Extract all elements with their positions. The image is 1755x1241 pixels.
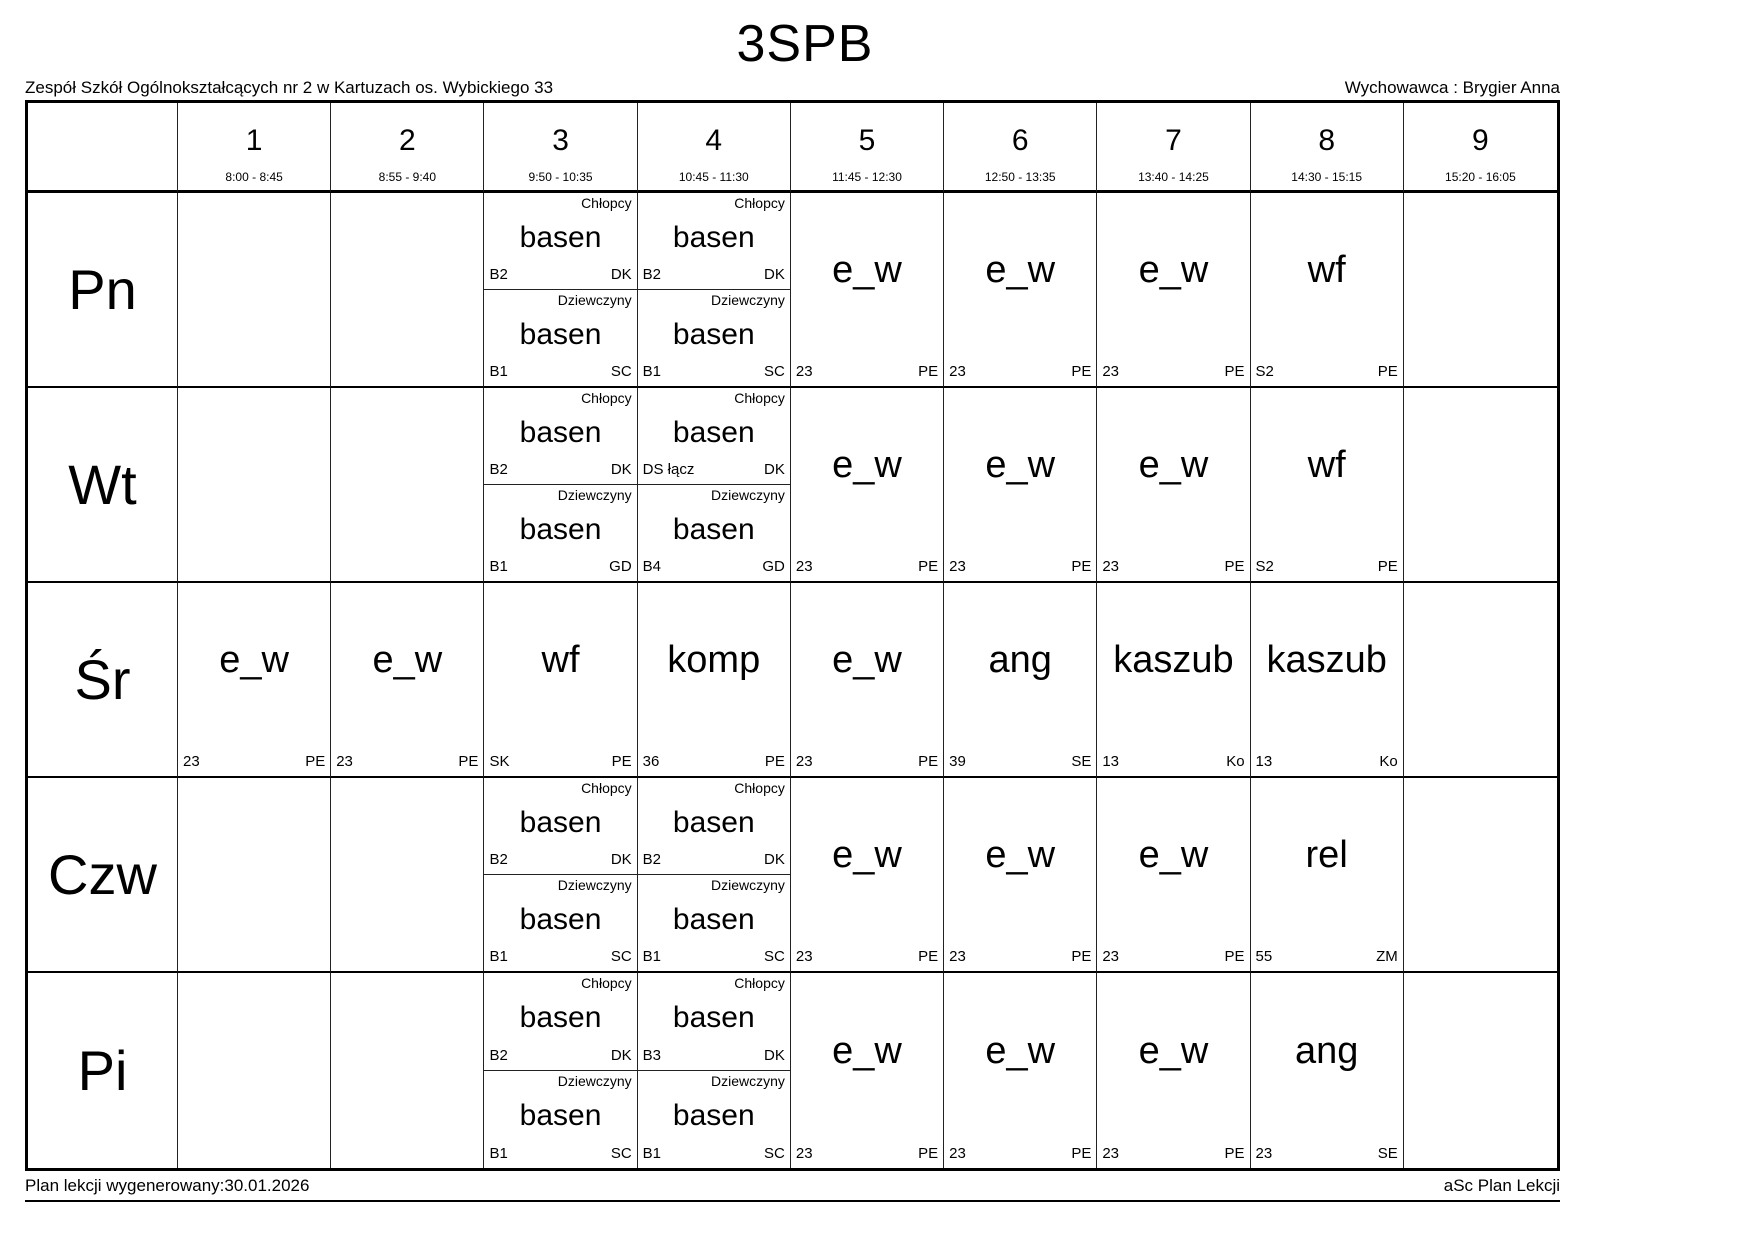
- lesson-room: 23: [1102, 1145, 1120, 1163]
- lesson-cell: [944, 973, 1097, 1168]
- lesson-cell: [1097, 388, 1250, 583]
- lesson-teacher: PE: [1377, 558, 1398, 576]
- lesson-codes: [1251, 948, 1403, 971]
- group-label: Chłopcy: [734, 195, 785, 211]
- lesson-codes: [1251, 1145, 1403, 1168]
- lesson-subject: basen: [519, 415, 602, 449]
- lesson-subject: e_w: [1138, 248, 1209, 291]
- group-label: Dziewczyny: [710, 1073, 785, 1089]
- lesson-codes: [791, 753, 943, 776]
- lesson-subject: basen: [672, 805, 755, 839]
- lesson-room: 23: [795, 753, 813, 771]
- lesson-teacher: PE: [918, 753, 939, 771]
- lesson-codes: [484, 753, 636, 776]
- lesson-codes: [1097, 753, 1249, 776]
- lesson-group-top: [484, 388, 636, 485]
- lesson-subject: basen: [672, 1001, 755, 1035]
- lesson-subject: e_w: [1138, 833, 1209, 876]
- timetable-grid: [25, 100, 1560, 1171]
- lesson-subject: wf: [1307, 443, 1346, 486]
- lesson-room: B1: [642, 363, 662, 381]
- empty-cell: [178, 778, 331, 973]
- lesson-cell: [1251, 583, 1404, 778]
- lesson-teacher: PE: [1071, 1145, 1092, 1163]
- lesson-group-top: [638, 388, 790, 485]
- lesson-room: 23: [795, 948, 813, 966]
- lesson-cell-split: [638, 388, 791, 583]
- lesson-teacher: DK: [764, 461, 785, 479]
- lesson-codes: [638, 558, 790, 581]
- lesson-subject: e_w: [985, 443, 1056, 486]
- lesson-subject: e_w: [985, 248, 1056, 291]
- lesson-codes: [1097, 948, 1249, 971]
- lesson-codes: [1097, 1145, 1249, 1168]
- lesson-teacher: PE: [918, 1145, 939, 1163]
- lesson-group-bottom: [484, 485, 636, 581]
- lesson-teacher: PE: [458, 753, 479, 771]
- lesson-cell: [1097, 973, 1250, 1168]
- empty-cell: [331, 388, 484, 583]
- lesson-cell-split: [638, 193, 791, 388]
- lesson-room: S2: [1255, 558, 1274, 576]
- lesson-teacher: GD: [609, 558, 632, 576]
- lesson-cell: [1097, 778, 1250, 973]
- lesson-group-bottom: [484, 1071, 636, 1168]
- lesson-codes: [638, 363, 790, 386]
- lesson-codes: [484, 948, 636, 971]
- lesson-room: 23: [949, 558, 966, 576]
- lesson-room: 23: [1102, 558, 1120, 576]
- page-title: 3SPB: [736, 15, 874, 73]
- lesson-room: B3: [642, 1047, 662, 1065]
- lesson-room: 23: [1102, 948, 1120, 966]
- lesson-teacher: PE: [1071, 363, 1092, 381]
- period-header: [331, 103, 484, 193]
- group-label: Dziewczyny: [557, 487, 632, 503]
- lesson-cell: [944, 388, 1097, 583]
- period-header: [1097, 103, 1250, 193]
- lesson-codes: [484, 363, 636, 386]
- lesson-subject: basen: [672, 512, 755, 546]
- lesson-cell: [791, 388, 944, 583]
- lesson-group-bottom: [638, 875, 790, 971]
- lesson-group-top: [638, 778, 790, 875]
- lesson-teacher: GD: [762, 558, 785, 576]
- lesson-cell-split: [484, 193, 637, 388]
- lesson-teacher: DK: [610, 1047, 632, 1065]
- group-label: Chłopcy: [581, 195, 632, 211]
- period-header: [178, 103, 331, 193]
- empty-cell: [1404, 778, 1557, 973]
- lesson-cell: [791, 583, 944, 778]
- lesson-group-top: [638, 973, 790, 1071]
- lesson-codes: [791, 363, 943, 386]
- day-label: Czw: [28, 778, 178, 973]
- lesson-room: 13: [1255, 753, 1273, 771]
- lesson-cell: [331, 583, 484, 778]
- lesson-subject: e_w: [832, 1029, 902, 1072]
- lesson-room: B2: [642, 266, 662, 284]
- lesson-codes: [944, 1145, 1096, 1168]
- lesson-cell: [1097, 193, 1250, 388]
- lesson-codes: [1097, 558, 1249, 581]
- period-time: 11:45 - 12:30: [832, 170, 902, 184]
- lesson-cell: [944, 193, 1097, 388]
- lesson-group-top: [484, 193, 636, 290]
- period-time: 14:30 - 15:15: [1291, 170, 1363, 184]
- group-label: Dziewczyny: [710, 877, 785, 893]
- lesson-group-top: [638, 193, 790, 290]
- lesson-teacher: Ko: [1226, 753, 1245, 771]
- lesson-subject: komp: [667, 638, 761, 681]
- group-label: Dziewczyny: [557, 292, 632, 308]
- lesson-codes: [484, 1145, 636, 1168]
- group-label: Dziewczyny: [557, 1073, 632, 1089]
- lesson-teacher: PE: [1224, 948, 1245, 966]
- lesson-teacher: PE: [1224, 363, 1245, 381]
- empty-cell: [178, 388, 331, 583]
- group-label: Chłopcy: [581, 780, 632, 796]
- lesson-room: 23: [336, 753, 353, 771]
- lesson-room: B1: [489, 948, 508, 966]
- group-label: Chłopcy: [734, 780, 785, 796]
- empty-cell: [331, 973, 484, 1168]
- lesson-teacher: PE: [1377, 363, 1398, 381]
- corner-cell: [28, 103, 178, 193]
- lesson-subject: rel: [1305, 833, 1348, 876]
- lesson-cell: [484, 583, 637, 778]
- lesson-teacher: SC: [610, 948, 632, 966]
- lesson-cell: [791, 193, 944, 388]
- lesson-room: B4: [642, 558, 662, 576]
- empty-cell: [1404, 583, 1557, 778]
- lesson-group-bottom: [638, 1071, 790, 1168]
- lesson-teacher: DK: [610, 851, 632, 869]
- period-time: 10:45 - 11:30: [678, 170, 749, 184]
- footer: [25, 1171, 1560, 1202]
- lesson-room: B2: [489, 266, 508, 284]
- period-number: 2: [398, 123, 416, 157]
- period-number: 8: [1318, 123, 1335, 157]
- period-number: 4: [705, 123, 723, 157]
- period-header: [638, 103, 791, 193]
- lesson-cell: [178, 583, 331, 778]
- lesson-room: B1: [642, 1145, 662, 1163]
- lesson-teacher: DK: [610, 266, 632, 284]
- lesson-room: 23: [1102, 363, 1120, 381]
- lesson-teacher: PE: [764, 753, 785, 771]
- lesson-room: 23: [949, 948, 966, 966]
- lesson-teacher: SC: [764, 1145, 785, 1163]
- lesson-codes: [944, 753, 1096, 776]
- lesson-cell-split: [638, 973, 791, 1168]
- generated-date: Plan lekcji wygenerowany:30.01.2026: [25, 1176, 310, 1195]
- lesson-room: 23: [795, 1145, 813, 1163]
- empty-cell: [331, 778, 484, 973]
- day-label: Pn: [28, 193, 178, 388]
- school-name: Zespół Szkół Ogólnokształcących nr 2 w Kartuzach os. Wybickiego 33: [25, 78, 554, 97]
- period-time: 8:00 - 8:45: [225, 170, 283, 184]
- period-time: 9:50 - 10:35: [528, 170, 593, 184]
- lesson-subject: e_w: [985, 1029, 1056, 1072]
- period-number: 3: [552, 123, 569, 157]
- lesson-room: 13: [1102, 753, 1120, 771]
- lesson-room: 39: [949, 753, 966, 771]
- lesson-codes: [791, 558, 943, 581]
- lesson-teacher: PE: [1071, 948, 1092, 966]
- lesson-codes: [331, 753, 483, 776]
- lesson-subject: basen: [519, 1099, 602, 1133]
- group-label: Dziewczyny: [710, 487, 785, 503]
- lesson-codes: [944, 363, 1096, 386]
- group-label: Chłopcy: [734, 975, 785, 991]
- lesson-room: S2: [1255, 363, 1274, 381]
- group-label: Chłopcy: [581, 975, 632, 991]
- lesson-codes: [638, 1145, 790, 1168]
- period-time: 15:20 - 16:05: [1445, 170, 1516, 184]
- lesson-cell-split: [638, 778, 791, 973]
- period-number: 7: [1165, 123, 1182, 157]
- lesson-cell: [1251, 973, 1404, 1168]
- period-number: 6: [1011, 123, 1029, 157]
- lesson-cell: [1251, 778, 1404, 973]
- lesson-room: B1: [642, 948, 662, 966]
- lesson-subject: e_w: [832, 833, 902, 876]
- lesson-room: B1: [489, 558, 508, 576]
- group-label: Dziewczyny: [710, 292, 785, 308]
- period-header: [944, 103, 1097, 193]
- lesson-room: DS łącz: [642, 461, 695, 479]
- lesson-teacher: PE: [611, 753, 632, 771]
- period-number: 9: [1472, 123, 1489, 157]
- period-header: [1404, 103, 1557, 193]
- lesson-group-top: [484, 973, 636, 1071]
- lesson-subject: e_w: [372, 638, 443, 681]
- lesson-codes: [1251, 558, 1403, 581]
- lesson-subject: kaszub: [1266, 638, 1387, 681]
- lesson-teacher: DK: [764, 266, 785, 284]
- lesson-codes: [1097, 363, 1249, 386]
- lesson-codes: [178, 753, 330, 776]
- lesson-cell: [791, 778, 944, 973]
- lesson-teacher: PE: [305, 753, 326, 771]
- lesson-subject: e_w: [1138, 443, 1209, 486]
- lesson-subject: e_w: [219, 638, 289, 681]
- lesson-cell: [944, 778, 1097, 973]
- lesson-teacher: SE: [1377, 1145, 1398, 1163]
- lesson-codes: [791, 1145, 943, 1168]
- lesson-codes: [944, 558, 1096, 581]
- lesson-subject: basen: [519, 902, 602, 936]
- lesson-subject: basen: [519, 512, 602, 546]
- group-label: Dziewczyny: [557, 877, 632, 893]
- lesson-codes: [791, 948, 943, 971]
- period-header: [484, 103, 637, 193]
- lesson-teacher: PE: [918, 558, 939, 576]
- lesson-teacher: Ko: [1379, 753, 1398, 771]
- lesson-teacher: PE: [918, 363, 939, 381]
- lesson-subject: basen: [519, 317, 602, 351]
- lesson-cell: [638, 583, 791, 778]
- lesson-subject: basen: [672, 317, 755, 351]
- lesson-codes: [484, 558, 636, 581]
- period-header: [1251, 103, 1404, 193]
- lesson-room: B1: [489, 363, 508, 381]
- lesson-codes: [638, 1047, 790, 1070]
- lesson-subject: ang: [988, 638, 1052, 681]
- lesson-subject: e_w: [832, 443, 902, 486]
- lesson-room: 23: [1255, 1145, 1273, 1163]
- period-number: 5: [858, 123, 876, 157]
- lesson-codes: [638, 266, 790, 289]
- lesson-group-bottom: [484, 875, 636, 971]
- lesson-teacher: ZM: [1376, 948, 1398, 966]
- lesson-subject: e_w: [832, 638, 902, 681]
- period-time: 12:50 - 13:35: [984, 170, 1056, 184]
- lesson-room: B2: [489, 1047, 508, 1065]
- lesson-subject: wf: [541, 638, 580, 681]
- lesson-cell-split: [484, 778, 637, 973]
- lesson-cell: [1251, 388, 1404, 583]
- lesson-group-bottom: [484, 290, 636, 386]
- lesson-teacher: SC: [610, 363, 632, 381]
- period-time: 13:40 - 14:25: [1138, 170, 1209, 184]
- lesson-subject: e_w: [832, 248, 902, 291]
- empty-cell: [331, 193, 484, 388]
- lesson-room: 23: [183, 753, 200, 771]
- empty-cell: [1404, 388, 1557, 583]
- period-number: 1: [245, 123, 263, 157]
- lesson-room: B1: [489, 1145, 508, 1163]
- lesson-teacher: PE: [1071, 558, 1092, 576]
- lesson-group-bottom: [638, 485, 790, 581]
- lesson-teacher: DK: [764, 851, 785, 869]
- empty-cell: [1404, 193, 1557, 388]
- lesson-cell-split: [484, 388, 637, 583]
- lesson-codes: [484, 1047, 636, 1070]
- lesson-group-top: [484, 778, 636, 875]
- lesson-codes: [1251, 753, 1403, 776]
- day-label: Wt: [28, 388, 178, 583]
- lesson-codes: [638, 461, 790, 484]
- lesson-room: 55: [1255, 948, 1273, 966]
- lesson-teacher: SE: [1071, 753, 1092, 771]
- lesson-subject: basen: [519, 1001, 602, 1035]
- lesson-room: B2: [489, 461, 508, 479]
- lesson-codes: [484, 851, 636, 874]
- lesson-room: 23: [795, 558, 813, 576]
- lesson-subject: e_w: [1138, 1029, 1209, 1072]
- day-label: Śr: [28, 583, 178, 778]
- empty-cell: [178, 193, 331, 388]
- lesson-teacher: SC: [764, 363, 785, 381]
- lesson-subject: basen: [672, 220, 755, 254]
- lesson-room: 36: [642, 753, 660, 771]
- lesson-subject: ang: [1294, 1029, 1359, 1072]
- lesson-room: SK: [489, 753, 510, 771]
- lesson-room: 23: [949, 363, 966, 381]
- lesson-teacher: DK: [610, 461, 632, 479]
- lesson-subject: basen: [672, 1099, 755, 1133]
- lesson-room: 23: [795, 363, 813, 381]
- lesson-teacher: PE: [918, 948, 939, 966]
- day-label: Pi: [28, 973, 178, 1168]
- lesson-subject: kaszub: [1113, 638, 1234, 681]
- lesson-subject: basen: [519, 220, 602, 254]
- lesson-subject: basen: [519, 805, 602, 839]
- lesson-room: B2: [489, 851, 508, 869]
- lesson-teacher: SC: [764, 948, 785, 966]
- lesson-group-bottom: [638, 290, 790, 386]
- lesson-teacher: DK: [764, 1047, 785, 1065]
- lesson-cell: [1097, 583, 1250, 778]
- period-header: [791, 103, 944, 193]
- lesson-cell: [1251, 193, 1404, 388]
- lesson-codes: [1251, 363, 1403, 386]
- lesson-subject: wf: [1307, 248, 1346, 291]
- lesson-cell-split: [484, 973, 637, 1168]
- lesson-subject: e_w: [985, 833, 1056, 876]
- lesson-teacher: PE: [1224, 558, 1245, 576]
- lesson-subject: basen: [672, 902, 755, 936]
- subheader: [25, 74, 1560, 100]
- lesson-cell: [791, 973, 944, 1168]
- brand-label: aSc Plan Lekcji: [1443, 1176, 1560, 1195]
- tutor-name: Wychowawca : Brygier Anna: [1344, 78, 1560, 97]
- group-label: Chłopcy: [581, 390, 632, 406]
- lesson-codes: [944, 948, 1096, 971]
- lesson-codes: [484, 266, 636, 289]
- lesson-cell: [944, 583, 1097, 778]
- lesson-teacher: SC: [610, 1145, 632, 1163]
- lesson-codes: [484, 461, 636, 484]
- lesson-room: 23: [949, 1145, 966, 1163]
- lesson-codes: [638, 948, 790, 971]
- lesson-teacher: PE: [1224, 1145, 1245, 1163]
- group-label: Chłopcy: [734, 390, 785, 406]
- lesson-room: B2: [642, 851, 662, 869]
- empty-cell: [178, 973, 331, 1168]
- period-time: 8:55 - 9:40: [378, 170, 437, 184]
- empty-cell: [1404, 973, 1557, 1168]
- lesson-subject: basen: [672, 415, 755, 449]
- lesson-codes: [638, 753, 790, 776]
- lesson-codes: [638, 851, 790, 874]
